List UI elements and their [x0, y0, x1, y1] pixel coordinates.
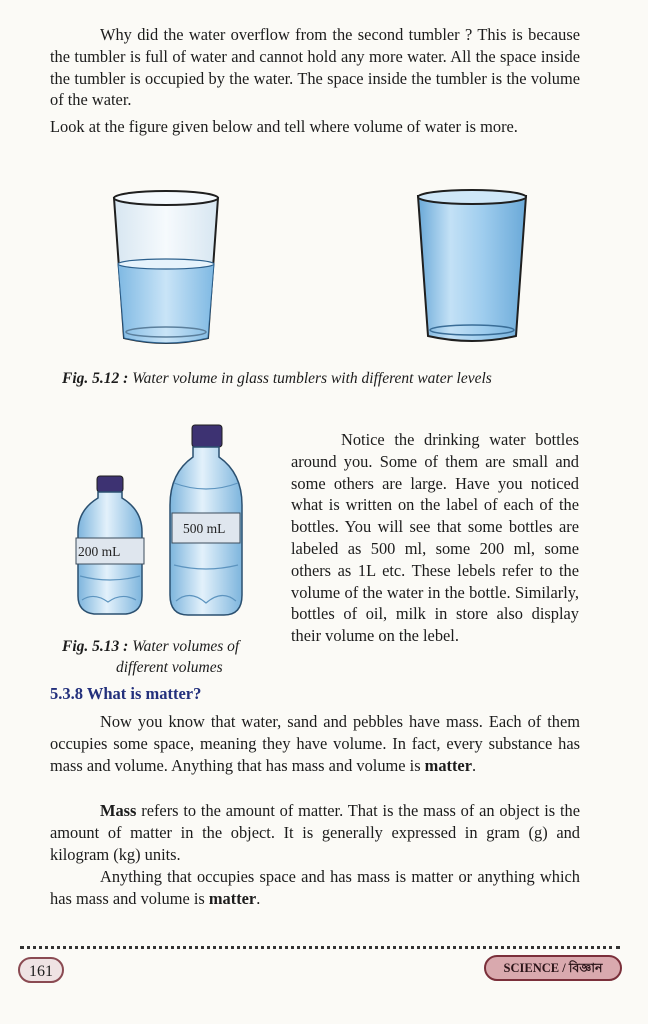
matter-term-1: matter [424, 755, 472, 775]
figure-5-12-number: Fig. 5.12 : [62, 370, 129, 387]
matter-term-2: matter [208, 888, 257, 908]
tumbler-full [414, 186, 530, 348]
paragraph-figure-prompt: Look at the figure given below and tell where volume of water is more. [50, 117, 518, 136]
paragraph-bottles: Notice the drinking water bottles around you. Some of them are small and some others are large. Have you noticed what is written on the label of each of the bottles. You will see that some bottles are labeled as 500 ml, some 200 ml, some others as 1L etc. These lebels refer to the volume of the water in the bottle. Similarly, bottles of oil, milk in store also display their volume on the lebel. [291, 430, 579, 646]
mass-term: Mass [100, 801, 137, 820]
paragraph-matter-intro [50, 711, 580, 776]
figure-5-13-text-line2: different volumes [116, 659, 223, 676]
page-number: 161 [18, 957, 64, 983]
subject-badge: SCIENCE / বিজ্ঞান [484, 955, 622, 981]
figure-5-13-text-line1: Water volumes of [128, 638, 240, 655]
footer-divider [20, 946, 620, 949]
matter-definition-end: . [256, 888, 261, 908]
figure-5-13-number: Fig. 5.13 : [62, 638, 129, 655]
bottle-small-label: 200 mL [78, 544, 121, 559]
bottle-large-label: 500 mL [183, 521, 226, 536]
paragraph-matter-definition [50, 866, 580, 910]
tumbler-half-filled [108, 188, 224, 350]
figure-5-12-caption [62, 369, 492, 389]
bottle-small-200ml [74, 476, 146, 618]
paragraph-overflow: Why did the water overflow from the second tumbler ? This is because the tumbler is full of water and cannot hold any more water. All the space inside the tumbler is occupied by the water. The space inside the tumbler is the volume of the water. [50, 25, 580, 110]
section-heading: 5.3.8 What is matter? [50, 684, 202, 703]
mass-text: refers to the amount of matter. That is the mass of an object is the amount of matter in the object. It is generally expressed in gram (g) and kilogram (kg) units. [50, 801, 580, 864]
matter-intro-end: . [472, 755, 477, 775]
paragraph-mass [50, 800, 580, 865]
bottle-large-500ml [166, 425, 246, 619]
figure-5-13-caption-line1 [62, 637, 239, 657]
figure-5-12-text: Water volume in glass tumblers with different water levels [128, 370, 492, 387]
matter-intro-text: Now you know that water, sand and pebbles have mass. Each of them occupies some space, meaning they have volume. In fact, every substance has mass and volume. Anything that has mass and volume is [50, 712, 580, 775]
matter-definition-text: Anything that occupies space and has mass is matter or anything which has mass and volume is [50, 867, 580, 908]
